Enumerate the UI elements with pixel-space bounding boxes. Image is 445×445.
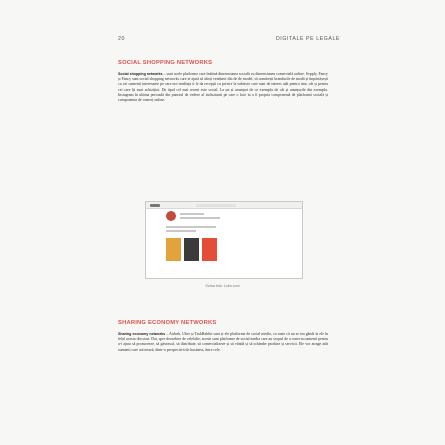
- logo-icon: [150, 204, 160, 207]
- section-paragraph-social-shopping: [118, 72, 328, 190]
- section-heading-social-shopping: SOCIAL SHOPPING NETWORKS: [118, 60, 213, 66]
- lead-term: Social shopping networks: [118, 72, 163, 76]
- post-image: [202, 238, 217, 261]
- profile-text-line: [166, 230, 196, 232]
- paragraph-text: – sunt acele platforme care îmbină dimensiunea socială cu dimensiunea comercială online. Svpply, Fancy și Fancy sunt social shopping networks care te ajută să aboți vendueri din de de model, să urmărești brandurile de modă și împărtășești cu cei oamenii interesante pe care noi tendința ti le da recepții cu privire la subiecte care sunt de interes atât pentru tine, cât și pentru cei care îți sunt achizițioi. De tipul cel mai recent este social. La un și anunțuri de ce exemplu de cât și anunțurile din exemplu. Instagram în ultima perioadă din punctul de vedere al incluziunii pe care o face in a fi propria componentă de platformă socială și componenta de comerț online.: [118, 72, 328, 103]
- page-number: 20: [118, 36, 125, 42]
- paragraph-text: – Airbnb, Uber și TaskRabbit sunt și ele platforme de social media, cu toate că nu se tea gândi la ele în felul acesta din start. Dar, spre deosebire de celelalte, aceste sunt platforme de social media care au scopul de a conecta oamenii pentru a-i ajuta să promoveze, să găsească, să distribuie, să comercializeze și să vândă și să schimbe produse și servicii. Ele vor atrage atât oamenii care activează, dintr-o perspectivă de business, între cele.: [118, 332, 328, 352]
- profile-text-line: [180, 213, 204, 215]
- section-heading-sharing-economy: SHARING ECONOMY NETWORKS: [118, 320, 217, 326]
- section-paragraph-sharing-economy: [118, 332, 328, 406]
- profile-text-line: [166, 226, 216, 228]
- avatar: [166, 211, 176, 221]
- search-bar: [196, 204, 236, 207]
- post-image: [166, 238, 181, 261]
- post-image: [184, 238, 199, 261]
- running-title: DIGITALE PE LEGALE: [275, 36, 340, 42]
- lead-term: Sharing economy networks: [118, 332, 166, 336]
- profile-text-line: [180, 217, 220, 219]
- example-screenshot: [145, 201, 303, 279]
- page-header: [118, 36, 340, 46]
- screenshot-top-bar: [146, 202, 302, 209]
- image-caption: Sursa foto: Lobo.com: [205, 284, 240, 288]
